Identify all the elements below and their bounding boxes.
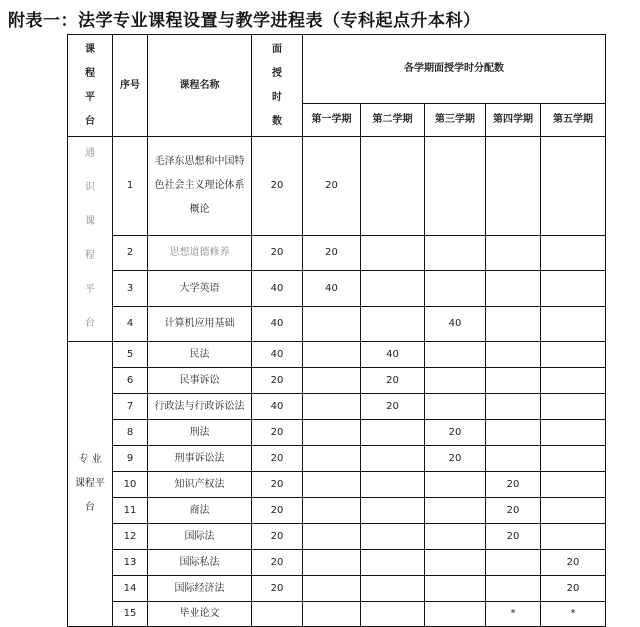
row-sem-5 bbox=[541, 368, 606, 394]
row-sem-3 bbox=[425, 472, 486, 498]
table-row bbox=[68, 342, 606, 368]
row-sem-4 bbox=[486, 394, 541, 420]
row-course-name: 知识产权法 bbox=[148, 472, 252, 498]
row-sem-4 bbox=[486, 306, 541, 341]
row-course-name: 商法 bbox=[148, 498, 252, 524]
row-no: 6 bbox=[113, 368, 148, 394]
row-sem-5 bbox=[541, 306, 606, 341]
row-no: 4 bbox=[113, 306, 148, 341]
row-sem-2 bbox=[361, 602, 425, 627]
row-hours: 20 bbox=[252, 550, 303, 576]
row-sem-2 bbox=[361, 420, 425, 446]
row-sem-3 bbox=[425, 394, 486, 420]
row-sem-3 bbox=[425, 602, 486, 627]
row-course-name: 毛泽东思想和中国特色社会主义理论体系概论 bbox=[148, 137, 252, 236]
row-sem-5 bbox=[541, 498, 606, 524]
row-sem-2 bbox=[361, 524, 425, 550]
row-no: 8 bbox=[113, 420, 148, 446]
header-hours: 面 授 时 数 bbox=[252, 35, 303, 137]
header-semester-2: 第二学期 bbox=[361, 104, 425, 137]
header-semester-1: 第一学期 bbox=[303, 104, 361, 137]
row-sem-2 bbox=[361, 137, 425, 236]
row-sem-4 bbox=[486, 420, 541, 446]
table-row bbox=[68, 420, 606, 446]
table-row bbox=[68, 446, 606, 472]
row-course-name: 民法 bbox=[148, 342, 252, 368]
row-sem-4 bbox=[486, 342, 541, 368]
row-hours: 20 bbox=[252, 576, 303, 602]
row-sem-1: 40 bbox=[303, 271, 361, 306]
row-course-name: 国际经济法 bbox=[148, 576, 252, 602]
row-sem-4 bbox=[486, 550, 541, 576]
table-row bbox=[68, 394, 606, 420]
row-sem-3 bbox=[425, 524, 486, 550]
row-sem-4 bbox=[486, 576, 541, 602]
row-no: 1 bbox=[113, 137, 148, 236]
row-hours: 20 bbox=[252, 236, 303, 271]
table-row bbox=[68, 524, 606, 550]
row-sem-3 bbox=[425, 368, 486, 394]
row-sem-5 bbox=[541, 446, 606, 472]
table-row bbox=[68, 368, 606, 394]
row-no: 11 bbox=[113, 498, 148, 524]
row-sem-2 bbox=[361, 472, 425, 498]
row-sem-2 bbox=[361, 236, 425, 271]
row-hours: 20 bbox=[252, 472, 303, 498]
row-sem-4: 20 bbox=[486, 524, 541, 550]
row-sem-3 bbox=[425, 550, 486, 576]
row-hours: 40 bbox=[252, 342, 303, 368]
row-no: 13 bbox=[113, 550, 148, 576]
row-sem-3: 20 bbox=[425, 420, 486, 446]
table-row bbox=[68, 498, 606, 524]
row-sem-2: 20 bbox=[361, 368, 425, 394]
row-no: 5 bbox=[113, 342, 148, 368]
row-course-name: 刑法 bbox=[148, 420, 252, 446]
row-sem-5 bbox=[541, 472, 606, 498]
row-hours: 20 bbox=[252, 446, 303, 472]
row-hours: 40 bbox=[252, 271, 303, 306]
row-sem-3 bbox=[425, 498, 486, 524]
row-course-name: 刑事诉讼法 bbox=[148, 446, 252, 472]
table-row bbox=[68, 306, 606, 341]
row-sem-3: 40 bbox=[425, 306, 486, 341]
header-index: 序号 bbox=[113, 35, 148, 137]
row-sem-5 bbox=[541, 420, 606, 446]
row-hours: 20 bbox=[252, 524, 303, 550]
row-sem-2 bbox=[361, 306, 425, 341]
table-row bbox=[68, 137, 606, 236]
row-sem-5: 20 bbox=[541, 550, 606, 576]
row-sem-4 bbox=[486, 137, 541, 236]
curriculum-table bbox=[67, 34, 606, 627]
row-sem-1 bbox=[303, 524, 361, 550]
row-sem-2 bbox=[361, 498, 425, 524]
table-row bbox=[68, 472, 606, 498]
row-hours: 20 bbox=[252, 137, 303, 236]
row-course-name: 毕业论文 bbox=[148, 602, 252, 627]
row-sem-1 bbox=[303, 576, 361, 602]
row-sem-2: 20 bbox=[361, 394, 425, 420]
row-sem-1 bbox=[303, 550, 361, 576]
row-sem-1 bbox=[303, 368, 361, 394]
platform-major: 专 业 课程平 台 bbox=[68, 342, 113, 627]
table-row bbox=[68, 271, 606, 306]
row-sem-1 bbox=[303, 342, 361, 368]
row-hours: 20 bbox=[252, 498, 303, 524]
row-course-name: 国际私法 bbox=[148, 550, 252, 576]
row-sem-1 bbox=[303, 420, 361, 446]
row-no: 3 bbox=[113, 271, 148, 306]
row-sem-1: 20 bbox=[303, 137, 361, 236]
row-sem-5: * bbox=[541, 602, 606, 627]
row-sem-3 bbox=[425, 271, 486, 306]
row-sem-2 bbox=[361, 271, 425, 306]
row-hours: 40 bbox=[252, 394, 303, 420]
row-no: 7 bbox=[113, 394, 148, 420]
row-sem-3: 20 bbox=[425, 446, 486, 472]
row-sem-5: 20 bbox=[541, 576, 606, 602]
row-no: 9 bbox=[113, 446, 148, 472]
row-sem-2 bbox=[361, 576, 425, 602]
header-semester-3: 第三学期 bbox=[425, 104, 486, 137]
table-row bbox=[68, 602, 606, 627]
row-no: 12 bbox=[113, 524, 148, 550]
row-course-name: 大学英语 bbox=[148, 271, 252, 306]
row-sem-5 bbox=[541, 342, 606, 368]
row-course-name: 民事诉讼 bbox=[148, 368, 252, 394]
row-sem-2 bbox=[361, 550, 425, 576]
row-no: 2 bbox=[113, 236, 148, 271]
row-sem-3 bbox=[425, 342, 486, 368]
row-sem-4 bbox=[486, 236, 541, 271]
row-sem-3 bbox=[425, 576, 486, 602]
row-sem-4: 20 bbox=[486, 472, 541, 498]
table-row bbox=[68, 576, 606, 602]
row-sem-4 bbox=[486, 271, 541, 306]
row-sem-4: * bbox=[486, 602, 541, 627]
header-platform: 课 程 平 台 bbox=[68, 35, 113, 137]
row-sem-5 bbox=[541, 524, 606, 550]
row-sem-1 bbox=[303, 472, 361, 498]
row-sem-5 bbox=[541, 137, 606, 236]
row-sem-1 bbox=[303, 602, 361, 627]
row-sem-4 bbox=[486, 446, 541, 472]
row-sem-1 bbox=[303, 498, 361, 524]
row-sem-1 bbox=[303, 446, 361, 472]
row-sem-1 bbox=[303, 306, 361, 341]
row-sem-4: 20 bbox=[486, 498, 541, 524]
row-hours: 20 bbox=[252, 420, 303, 446]
table-row bbox=[68, 550, 606, 576]
row-sem-3 bbox=[425, 236, 486, 271]
header-distribution: 各学期面授学时分配数 bbox=[303, 35, 606, 104]
row-sem-1: 20 bbox=[303, 236, 361, 271]
row-no: 10 bbox=[113, 472, 148, 498]
row-course-name: 国际法 bbox=[148, 524, 252, 550]
row-course-name: 计算机应用基础 bbox=[148, 306, 252, 341]
page-title: 附表一：法学专业课程设置与教学进程表（专科起点升本科） bbox=[8, 11, 481, 31]
row-sem-5 bbox=[541, 394, 606, 420]
row-no: 15 bbox=[113, 602, 148, 627]
platform-general: 通 识 课 程 平 台 bbox=[68, 137, 113, 342]
row-hours: 20 bbox=[252, 368, 303, 394]
row-sem-5 bbox=[541, 236, 606, 271]
row-no: 14 bbox=[113, 576, 148, 602]
row-sem-2 bbox=[361, 446, 425, 472]
row-hours: 40 bbox=[252, 306, 303, 341]
row-sem-1 bbox=[303, 394, 361, 420]
table-row bbox=[68, 236, 606, 271]
header-course-name: 课程名称 bbox=[148, 35, 252, 137]
row-course-name: 行政法与行政诉讼法 bbox=[148, 394, 252, 420]
header-semester-5: 第五学期 bbox=[541, 104, 606, 137]
row-course-name: 思想道德修养 bbox=[148, 236, 252, 271]
row-sem-3 bbox=[425, 137, 486, 236]
row-sem-2: 40 bbox=[361, 342, 425, 368]
row-sem-5 bbox=[541, 271, 606, 306]
row-sem-4 bbox=[486, 368, 541, 394]
row-hours bbox=[252, 602, 303, 627]
header-semester-4: 第四学期 bbox=[486, 104, 541, 137]
